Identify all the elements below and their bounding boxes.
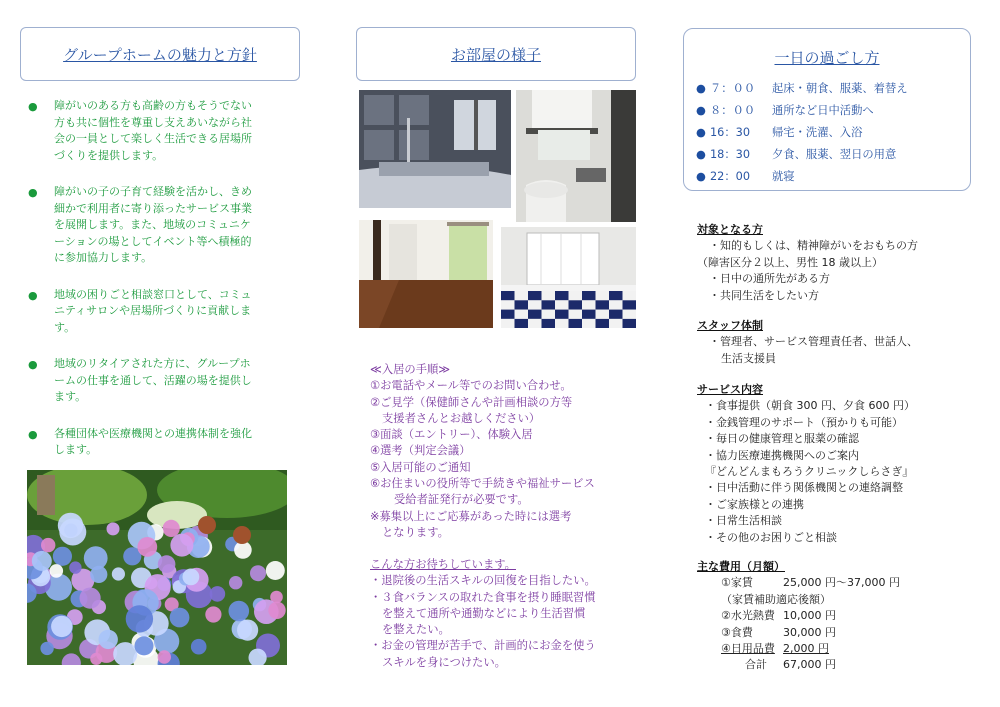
policy-line: します。 bbox=[54, 443, 98, 456]
procedure-section bbox=[370, 362, 660, 541]
schedule-text: 夕食、服薬、翌日の用意 bbox=[772, 148, 897, 161]
text-line: ・お金の管理が苦手で、計画的にお金を使う bbox=[370, 639, 596, 653]
text-line: ・退院後の生活スキルの回復を目指したい。 bbox=[370, 574, 596, 588]
schedule-list bbox=[696, 78, 970, 188]
service-section bbox=[697, 382, 987, 546]
bullet-icon: ● bbox=[28, 100, 38, 113]
text-line: ・日常生活相談 bbox=[705, 514, 782, 528]
policy-item bbox=[28, 426, 288, 459]
policy-item bbox=[28, 184, 288, 267]
bullet-icon: ● bbox=[28, 427, 38, 441]
schedule-row bbox=[696, 122, 970, 144]
text-line: ・金銭管理のサポート（預かりも可能） bbox=[705, 415, 903, 429]
schedule-title: 一日の過ごし方 bbox=[774, 49, 880, 67]
cost-label: ④日用品費 bbox=[721, 642, 775, 656]
total-value: 67,000 円 bbox=[783, 658, 836, 672]
text-line: 生活支援員 bbox=[721, 351, 776, 365]
checkered-floor-photo bbox=[501, 227, 636, 328]
cost-row bbox=[697, 625, 987, 641]
policy-item bbox=[28, 356, 288, 406]
schedule-box bbox=[683, 28, 971, 191]
text-line: ・管理者、サービス管理責任者、世話人、 bbox=[709, 335, 918, 349]
text-line: を整えて通所や通勤などにより生活習慣 bbox=[382, 606, 586, 620]
cost-value: 30,000 円 bbox=[783, 625, 836, 639]
bullet-icon: ● bbox=[28, 358, 38, 371]
schedule-text: 通所など日中活動へ bbox=[772, 104, 874, 117]
schedule-time: ７：００ bbox=[710, 82, 756, 95]
text-line: ・日中活動に伴う関係機関との連絡調整 bbox=[705, 481, 903, 495]
cost-row bbox=[697, 608, 987, 624]
schedule-time: 18：30 bbox=[710, 148, 751, 161]
total-label: 合計 bbox=[745, 658, 767, 672]
text-line: 支援者さんとお越しください） bbox=[382, 411, 541, 425]
text-line: ・その他のお困りごと相談 bbox=[705, 530, 837, 544]
text-line: ・日中の通所先がある方 bbox=[709, 272, 830, 286]
schedule-text: 帰宅・洗濯、入浴 bbox=[772, 126, 863, 139]
text-line: となります。 bbox=[382, 525, 449, 539]
text-line: ・３食バランスの取れた食事を摂り睡眠習慣 bbox=[370, 590, 596, 604]
left-title-box bbox=[20, 27, 300, 81]
cost-label: ②水光熱費 bbox=[721, 609, 775, 623]
schedule-time: 22：00 bbox=[710, 170, 751, 183]
schedule-text: 起床・朝食、服薬、着替え bbox=[772, 82, 908, 95]
schedule-text: 就寝 bbox=[772, 170, 795, 183]
bathroom-photo bbox=[359, 90, 511, 208]
text-line: ・毎日の健康管理と服薬の確認 bbox=[705, 432, 859, 446]
policy-line: 細かで利用者に寄り添ったサービス事業 bbox=[54, 201, 252, 215]
hydrangea-photo bbox=[27, 470, 287, 665]
staff-section bbox=[697, 318, 987, 367]
service-title: サービス内容 bbox=[697, 383, 763, 396]
policy-item bbox=[28, 98, 288, 164]
schedule-row bbox=[696, 100, 970, 122]
text-line: ・食事提供（朝食 300 円、夕食 600 円） bbox=[705, 399, 915, 413]
cost-label: ③食費 bbox=[721, 625, 753, 639]
text-line: ①お電話やメール等でのお問い合わせ。 bbox=[370, 379, 572, 393]
policy-item bbox=[28, 287, 288, 337]
schedule-time: 16：30 bbox=[710, 126, 751, 139]
text-line: ⑥お住まいの役所等で手続きや福祉サービス bbox=[370, 477, 595, 491]
text-line: スキルを身につけたい。 bbox=[382, 655, 506, 669]
wanted-title: こんな方お待ちしています。 bbox=[370, 558, 516, 571]
policy-line: を展開します。また、地域のコミュニケ bbox=[54, 218, 251, 231]
bullet-icon: ● bbox=[696, 126, 706, 139]
wanted-section bbox=[370, 557, 660, 671]
bullet-icon: ● bbox=[28, 186, 38, 199]
policy-line: ームの仕事を通して、活躍の場を提供し bbox=[54, 373, 252, 387]
policy-line: 方も共に個性を尊重し支えあいながら社 bbox=[54, 115, 252, 129]
text-line: ②ご見学（保健師さんや計画相談の方等 bbox=[370, 395, 573, 409]
bullet-icon: ● bbox=[696, 82, 706, 95]
bullet-icon: ● bbox=[696, 148, 706, 161]
policy-list bbox=[28, 98, 288, 479]
policy-line: ニティサロンや居場所づくりに貢献しま bbox=[54, 304, 252, 317]
policy-line: 障がいのある方も高齢の方もそうでない bbox=[54, 99, 252, 112]
policy-line: 地域の困りごと相談窓口として、コミュ bbox=[54, 287, 252, 301]
schedule-time: ８：００ bbox=[710, 104, 756, 117]
policy-line: 会の一員として楽しく生活できる居場所 bbox=[54, 132, 252, 145]
policy-line: づくりを提供します。 bbox=[54, 148, 164, 162]
text-line: ・協力医療連携機関へのご案内 bbox=[705, 448, 859, 462]
policy-line: に参加協力します。 bbox=[54, 251, 153, 264]
text-line: ※募集以上にご応募があった時には選考 bbox=[370, 509, 572, 523]
policy-line: ーションの場としてイベント等へ積極的 bbox=[54, 234, 252, 248]
cost-row-rent bbox=[697, 575, 987, 591]
room-photo bbox=[359, 214, 493, 328]
policy-line: す。 bbox=[54, 320, 76, 334]
target-section bbox=[697, 222, 987, 304]
text-line: を整えたい。 bbox=[382, 623, 450, 637]
cost-label: ①家賃 bbox=[721, 576, 753, 590]
policy-line: 各種団体や医療機関との連携体制を強化 bbox=[54, 426, 252, 440]
policy-line: 障がいの子の子育て経験を活かし、きめ bbox=[54, 185, 252, 198]
text-line: ・共同生活をしたい方 bbox=[709, 288, 819, 302]
text-line: 『どんどんまもろうクリニックしらさぎ』 bbox=[705, 465, 914, 479]
bullet-icon: ● bbox=[28, 288, 38, 302]
schedule-row bbox=[696, 78, 970, 100]
text-line: ④選考（判定会議） bbox=[370, 444, 471, 458]
text-line: （障害区分２以上、男性 18 歳以上） bbox=[697, 255, 883, 269]
staff-title: スタッフ体制 bbox=[697, 319, 763, 332]
text-line: 受給者証発行が必要です。 bbox=[394, 493, 529, 507]
procedure-title: ≪入居の手順≫ bbox=[370, 363, 451, 376]
cost-value: 25,000 円～37,000 円 bbox=[783, 576, 900, 590]
text-line: ⑤入居可能のご通知 bbox=[370, 460, 471, 474]
middle-title: お部屋の様子 bbox=[450, 45, 541, 64]
text-line: ③面談（エントリー）、体験入居 bbox=[370, 428, 533, 442]
left-title: グループホームの魅力と方針 bbox=[63, 45, 257, 64]
schedule-row bbox=[696, 144, 970, 166]
middle-title-box bbox=[356, 27, 636, 81]
policy-line: ます。 bbox=[54, 390, 87, 403]
cost-title: 主な費用（月額） bbox=[697, 560, 785, 573]
rent-note: （家賃補助適応後額） bbox=[721, 592, 831, 606]
cost-value: 2,000 円 bbox=[783, 642, 829, 656]
cost-value: 10,000 円 bbox=[783, 609, 836, 623]
cost-row bbox=[697, 641, 987, 657]
cost-row-total bbox=[697, 657, 987, 673]
schedule-row bbox=[696, 166, 970, 188]
text-line: ・知的もしくは、精神障がいをおもちの方 bbox=[709, 239, 918, 253]
cost-section bbox=[697, 559, 987, 674]
text-line: ・ご家族様との連携 bbox=[705, 497, 804, 511]
toilet-photo bbox=[516, 90, 636, 222]
bullet-icon: ● bbox=[696, 170, 706, 183]
policy-line: 地域のリタイアされた方に、グループホ bbox=[54, 357, 251, 370]
target-title: 対象となる方 bbox=[697, 223, 763, 236]
bullet-icon: ● bbox=[696, 104, 706, 117]
